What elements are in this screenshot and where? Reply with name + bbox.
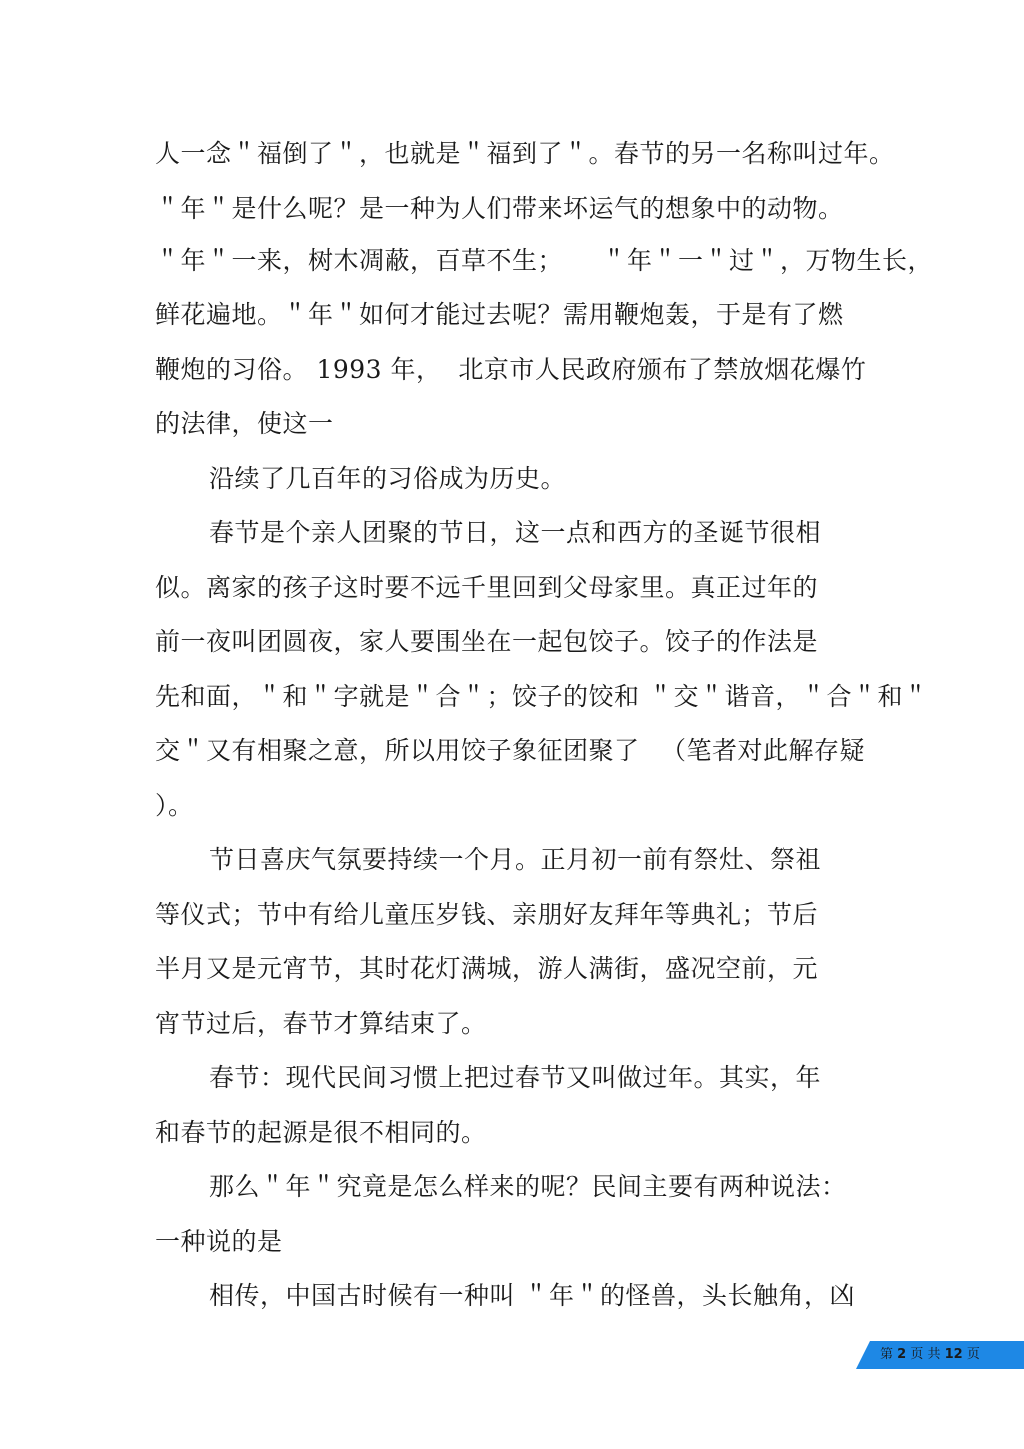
paragraph-start: 相传，中国古时候有一种叫 ＂年＂的怪兽，头长触角，凶	[209, 1281, 855, 1310]
paragraph-start: 那么＂年＂究竟是怎么样来的呢？民间主要有两种说法：	[209, 1172, 847, 1201]
text-line: 鲜花遍地。＂年＂如何才能过去呢？需用鞭炮轰，于是有了燃	[155, 300, 844, 329]
text-line: 似。离家的孩子这时要不远千里回到父母家里。真正过年的	[155, 573, 819, 602]
text-line: 宵节过后，春节才算结束了。	[155, 1009, 487, 1038]
page-prefix: 第	[880, 1347, 894, 1362]
text-line: ＂年＂一来，树木凋蔽，百草不生； ＂年＂一＂过＂，万物生长，	[155, 246, 934, 275]
text-line: 和春节的起源是很不相同的。	[155, 1118, 487, 1147]
paragraph-start: 沿续了几百年的习俗成为历史。	[209, 464, 567, 493]
text-line: ＂年＂是什么呢？是一种为人们带来坏运气的想象中的动物。	[155, 194, 844, 223]
current-page: 2	[897, 1347, 907, 1362]
text-line: 前一夜叫团圆夜，家人要围坐在一起包饺子。饺子的作法是	[155, 627, 819, 656]
text-line: 半月又是元宵节，其时花灯满城，游人满街，盛况空前，元	[155, 954, 819, 983]
text-line: 鞭炮的习俗。 1993 年， 北京市人民政府颁布了禁放烟花爆竹	[155, 355, 867, 384]
page-number-badge	[856, 1341, 1024, 1369]
text-line: 先和面，＂和＂字就是＂合＂；饺子的饺和 ＂交＂谐音，＂合＂和＂	[155, 682, 929, 711]
text-line: 的法律，使这一	[155, 409, 334, 438]
paragraph-start: 春节：现代民间习惯上把过春节又叫做过年。其实，年	[209, 1063, 822, 1092]
page-number-text	[880, 1345, 980, 1365]
total-pages: 12	[944, 1347, 963, 1362]
text-line: 一种说的是	[155, 1227, 283, 1256]
text-line: 人一念＂福倒了＂，也就是＂福到了＂。春节的另一名称叫过年。	[155, 139, 895, 168]
text-line: 交＂又有相聚之意，所以用饺子象征团聚了 （笔者对此解存疑	[155, 736, 865, 765]
text-line: 等仪式；节中有给儿童压岁钱、亲朋好友拜年等典礼；节后	[155, 900, 819, 929]
page-middle: 页 共	[910, 1347, 941, 1362]
paragraph-start: 春节是个亲人团聚的节日，这一点和西方的圣诞节很相	[209, 518, 822, 547]
page-suffix: 页	[966, 1347, 980, 1362]
paragraph-start: 节日喜庆气氛要持续一个月。正月初一前有祭灶、祭祖	[209, 845, 822, 874]
text-line: ）。	[155, 791, 194, 820]
